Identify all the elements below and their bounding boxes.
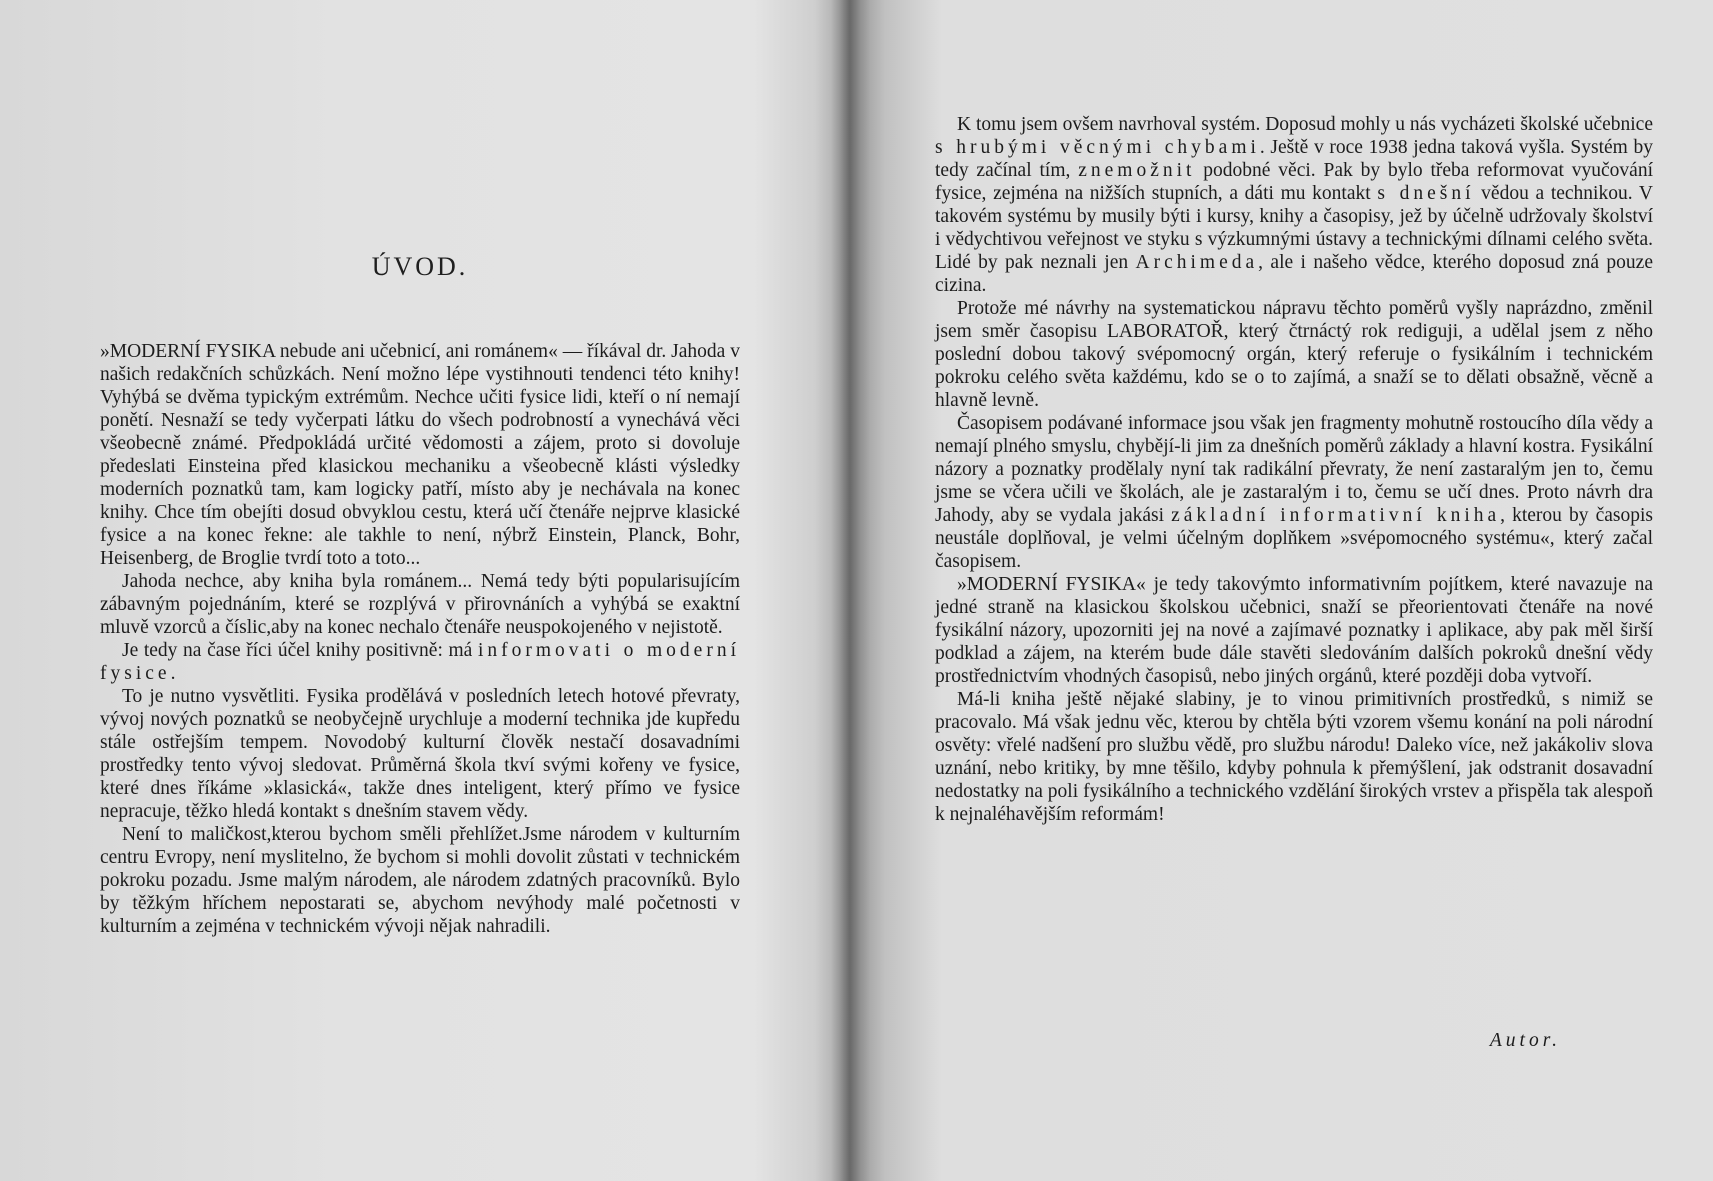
spaced-emphasis: Archimeda	[1135, 252, 1259, 273]
spaced-emphasis: základní informativní kniha	[1171, 505, 1501, 526]
left-page-text	[100, 340, 740, 938]
paragraph: »MODERNÍ FYSIKA nebude ani učebnicí, ani románem« — říkával dr. Jahoda v našich redakčních schůzkách. Není možno lépe vystihnouti tendenci této knihy! Vyhýbá se dvěma typickým extrémům. Nechce učiti fysice lidi, kteří o ní nemají ponětí. Nesnaží se tedy vyčerpati látku do všech podrobností a vynechává věci všeobecně známé. Předpokládá určité vědomosti a zájem, proto si dovoluje předeslati Einsteina před klasickou mechaniku a všeobecně klásti výsledky moderních poznatků tam, kam logicky patří, místo aby je nechávala na konec knihy. Chce tím obejíti dosud obvyklou cestu, která učí čtenáře nejprve klasické fysice a na konec řekne: ale takhle to není, nýbrž Einstein, Planck, Bohr, Heisenberg, de Broglie tvrdí toto a toto...	[100, 341, 740, 569]
paragraph	[100, 639, 740, 685]
paragraph: Má-li kniha ještě nějaké slabiny, je to vinou primitivních prostředků, s nimiž se pracovalo. Má však jednu věc, kterou by chtěla býti vzorem všemu konání na poli národní osvěty: vřelé nadšení pro službu vědě, pro službu národu! Daleko více, než jakákoliv slova uznání, nebo kritiky, by mne těšilo, kdyby pohnula k přemýšlení, jak odstranit dosavadní nedostatky na poli fysikálního a technického vzdělání širokých vrstev a přispěla tak alespoň k nejnaléhavějším reformám!	[935, 689, 1653, 825]
paragraph-text: . Ještě v roce 1938 jedna taková vyšla. Systém by tedy začínal tím,	[935, 137, 1653, 181]
paragraph: To je nutno vysvětliti. Fysika prodělává v posledních letech hotové převraty, vývoj nových poznatků se neobyčejně urychluje a moderní technika jde kupředu stále ostřejším tempem. Novodobý kulturní člověk nestačí dosavadními prostředky tento vývoj sledovat. Průměrná škola tkví svými kořeny ve fysice, které dnes říkáme »klasická«, takže dnes inteligent, který přímo ve fysice nepracuje, těžko hledá kontakt s dnešním stavem vědy.	[100, 686, 740, 822]
paragraph-text: Časopisem podávané informace jsou však jen fragmenty mohutně rostoucího díla vědy a nemají plného smyslu, chybějí-li jim za dnešních poměrů základy a hlavní kostra. Fysikální názory a poznatky prodělaly nyní tak radikální převraty, že není zastaralým jen to, čemu jsme se včera učili ve školách, ale je zastaralým i to, čemu se učí dnes. Proto návrh dra Jahody, aby se vydala jakási	[935, 413, 1653, 526]
spaced-emphasis: znemožnit	[1078, 160, 1196, 181]
paragraph-text: .	[170, 663, 176, 684]
paragraph-text: Je tedy na čase říci účel knihy positivně: má	[122, 640, 478, 661]
right-page-text	[935, 113, 1653, 826]
paragraph	[935, 412, 1653, 573]
paragraph-text: K tomu jsem ovšem navrhoval systém. Doposud mohly u nás vycházeti školské učebnice	[957, 114, 1653, 135]
paragraph-text: , ale i našeho vědce, kterého doposud zná pouze cizina.	[935, 252, 1653, 296]
paragraph: »MODERNÍ FYSIKA« je tedy takovýmto informativním pojítkem, které navazuje na jedné straně na klasickou školskou učebnici, snaží se přeorientovati čtenáře na nové fysikální názory, upozorniti jej na nové a zajímavé poznatky i aplikace, aby pak měl širší podklad a zájem, na kterém bude dále stavěti sledováním dalších pokroků dnešní vědy prostřednictvím vhodných časopisů, nebo jiných orgánů, které později doba vytvoří.	[935, 574, 1653, 687]
paragraph: Protože mé návrhy na systematickou nápravu těchto poměrů vyšly naprázdno, změnil jsem směr časopisu LABORATOŘ, který čtrnáctý rok rediguji, a udělal jsem z něho poslední dobou takový svépomocný orgán, který referuje o fysikálním i technickém pokroku celého světa každému, kdo se o to zajímá, a snaží se to dělati obsažně, věcně a hlavně levně.	[935, 298, 1653, 411]
left-page	[0, 0, 830, 1181]
spaced-emphasis: s dnešní	[1377, 183, 1475, 204]
signature: Autor.	[1489, 1030, 1561, 1051]
spaced-emphasis: informovati o moderní fysice	[100, 640, 740, 684]
page-title: ÚVOD.	[371, 252, 469, 281]
paragraph: Není to maličkost,kterou bychom směli přehlížet.Jsme národem v kulturním centru Evropy, není myslitelno, že bychom si mohli dovolit zůstati v technickém pokroku pozadu. Jsme malým národem, ale národem zdatných pracovníků. Bylo by těžkým hříchem nepostarati se, abychom nevýhody malé početnosti v kulturním a zejména v technickém vývoji nějak nahradili.	[100, 824, 740, 937]
spaced-emphasis: s hrubými věcnými chybami	[935, 137, 1260, 158]
paragraph-text: vědou a technikou. V takovém systému by musily býti i kursy, knihy a časopisy, jež by účelně udržovaly školství i vědychtivou veřejnost ve styku s výzkumnými ústavy a technickými dílnami celého světa. Lidé by pak neznali jen	[935, 183, 1653, 273]
paragraph	[935, 113, 1653, 297]
right-page	[865, 0, 1713, 1181]
paragraph-text: , kterou by časopis neustále doplňoval, je velmi účelným doplňkem »svépomocného systému«, který začal časopisem.	[935, 505, 1653, 572]
paragraph-text: podobné věci. Pak by bylo třeba reformovat vyučování fysice, zejména na nižších stupních, a dáti mu kontakt	[935, 160, 1653, 204]
paragraph: Jahoda nechce, aby kniha byla románem... Nemá tedy býti popularisujícím zábavným pojednáním, které se rozplývá v přirovnáních a vyhýbá se exaktní mluvě vzorců a číslic,aby na konec nechalo čtenáře neuspokojeného v nejistotě.	[100, 571, 740, 638]
